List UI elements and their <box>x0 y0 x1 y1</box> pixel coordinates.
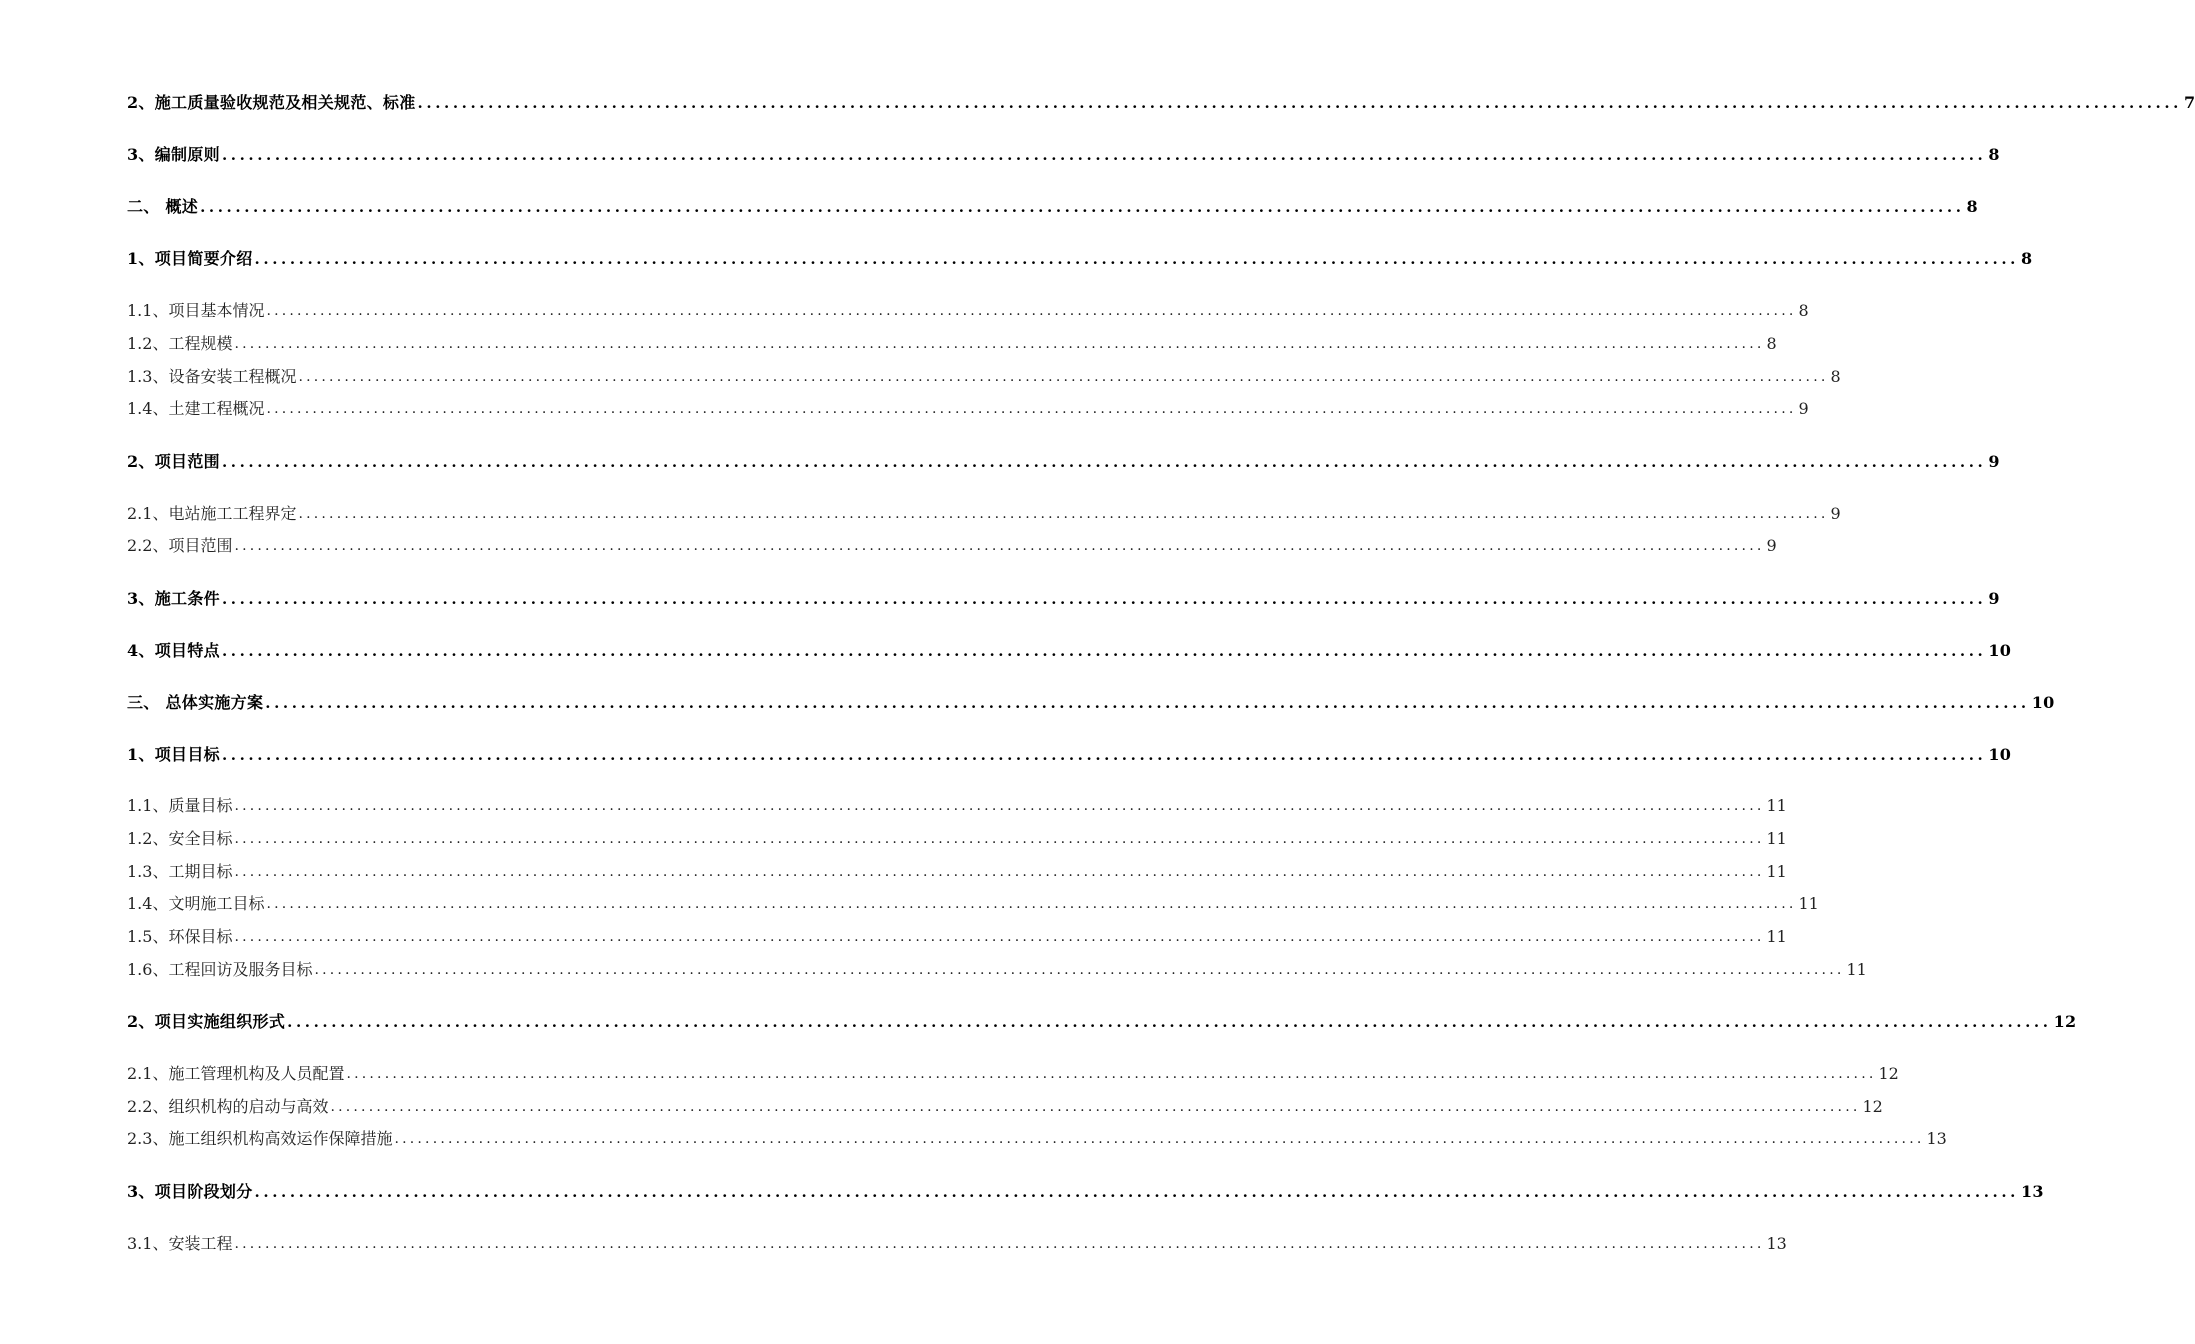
toc-entry[interactable] <box>127 91 2195 115</box>
toc-entry[interactable] <box>127 1062 1899 1086</box>
toc-dot-leader: ........................................................................................................................................................................................................ <box>234 538 1765 554</box>
toc-entry[interactable] <box>127 691 2055 715</box>
toc-entry-title: 1.2、安全目标 <box>127 829 233 848</box>
toc-dot-leader: ........................................................................................................................................................................................................ <box>254 250 2019 268</box>
toc-dot-leader: ........................................................................................................................................................................................................ <box>266 896 1797 912</box>
toc-entry-title: 1.4、文明施工目标 <box>127 894 265 913</box>
toc-entry[interactable] <box>127 195 1978 219</box>
toc-page-number: 13 <box>1766 1234 1787 1253</box>
toc-entry[interactable] <box>127 827 1787 851</box>
toc-dot-leader: ........................................................................................................................................................................................................ <box>221 746 1987 764</box>
toc-dot-leader: ........................................................................................................................................................................................................ <box>346 1066 1877 1082</box>
toc-entry[interactable] <box>127 502 1841 526</box>
toc-page-number: 13 <box>2020 1182 2044 1201</box>
toc-entry[interactable] <box>127 925 1787 949</box>
toc-entry-title: 2.2、组织机构的启动与高效 <box>127 1097 329 1116</box>
toc-page-number: 13 <box>1926 1129 1947 1148</box>
toc-dot-leader: ........................................................................................................................................................................................................ <box>200 198 1965 216</box>
toc-entry[interactable] <box>127 1010 2077 1034</box>
toc-dot-leader: ........................................................................................................................................................................................................ <box>234 864 1765 880</box>
toc-page-number: 8 <box>1988 145 2000 164</box>
toc-dot-leader: ........................................................................................................................................................................................................ <box>265 694 2030 712</box>
toc-entry[interactable] <box>127 332 1777 356</box>
toc-page-number: 9 <box>1830 504 1841 523</box>
toc-entry[interactable] <box>127 587 2000 611</box>
toc-entry[interactable] <box>127 860 1787 884</box>
toc-page-number: 9 <box>1798 399 1809 418</box>
toc-page-number: 8 <box>1798 301 1809 320</box>
toc-entry-title: 1.5、环保目标 <box>127 927 233 946</box>
toc-page-number: 12 <box>1862 1097 1883 1116</box>
toc-dot-leader: ........................................................................................................................................................................................................ <box>266 401 1797 417</box>
toc-page-number: 11 <box>1766 862 1787 881</box>
toc-entry-title: 2.1、施工管理机构及人员配置 <box>127 1064 345 1083</box>
toc-entry-title: 2、施工质量验收规范及相关规范、标准 <box>127 93 416 112</box>
toc-dot-leader: ........................................................................................................................................................................................................ <box>234 929 1765 945</box>
toc-page-number: 11 <box>1798 894 1819 913</box>
toc-dot-leader: ........................................................................................................................................................................................................ <box>314 962 1845 978</box>
toc-page-number: 8 <box>2020 249 2033 268</box>
toc-entry-title: 3、施工条件 <box>127 589 220 608</box>
toc-entry[interactable] <box>127 743 2012 767</box>
toc-page-number: 10 <box>1988 745 2012 764</box>
toc-entry-title: 4、项目特点 <box>127 641 220 660</box>
toc-entry-title: 2.1、电站施工工程界定 <box>127 504 297 523</box>
toc-entry-title: 2、项目范围 <box>127 452 220 471</box>
toc-entry[interactable] <box>127 1180 2044 1204</box>
toc-dot-leader: ........................................................................................................................................................................................................ <box>298 506 1829 522</box>
toc-entry[interactable] <box>127 892 1819 916</box>
toc-entry[interactable] <box>127 365 1841 389</box>
toc-entry-title: 2.2、项目范围 <box>127 536 233 555</box>
toc-page-number: 11 <box>1766 796 1787 815</box>
toc-entry-title: 1.4、土建工程概况 <box>127 399 265 418</box>
toc-entry-title: 1.6、工程回访及服务目标 <box>127 960 313 979</box>
toc-entry[interactable] <box>127 639 2012 663</box>
toc-dot-leader: ........................................................................................................................................................................................................ <box>221 642 1987 660</box>
toc-entry[interactable] <box>127 1095 1883 1119</box>
toc-dot-leader: ........................................................................................................................................................................................................ <box>394 1131 1925 1147</box>
toc-entry[interactable] <box>127 1232 1787 1256</box>
toc-entry-title: 二、 概述 <box>127 197 199 216</box>
toc-page-number: 8 <box>1766 334 1777 353</box>
toc-entry-title: 2、项目实施组织形式 <box>127 1012 286 1031</box>
toc-page-number: 10 <box>2031 693 2055 712</box>
toc-page-number: 8 <box>1830 367 1841 386</box>
toc-dot-leader: ........................................................................................................................................................................................................ <box>234 1236 1765 1252</box>
toc-page-number: 9 <box>1988 589 2000 608</box>
toc-entry[interactable] <box>127 299 1809 323</box>
toc-entry-title: 3、编制原则 <box>127 145 220 164</box>
toc-page-number: 9 <box>1766 536 1777 555</box>
toc-entry[interactable] <box>127 143 2000 167</box>
toc-dot-leader: ........................................................................................................................................................................................................ <box>330 1099 1861 1115</box>
toc-dot-leader: ........................................................................................................................................................................................................ <box>287 1013 2052 1031</box>
toc-dot-leader: ........................................................................................................................................................................................................ <box>221 590 1987 608</box>
toc-entry-title: 1.1、质量目标 <box>127 796 233 815</box>
toc-entry[interactable] <box>127 450 2000 474</box>
toc-entry-title: 1.3、工期目标 <box>127 862 233 881</box>
toc-entry-title: 三、 总体实施方案 <box>127 693 264 712</box>
toc-page-number: 12 <box>2053 1012 2077 1031</box>
toc-entry-title: 2.3、施工组织机构高效运作保障措施 <box>127 1129 393 1148</box>
toc-page-number: 11 <box>1766 829 1787 848</box>
toc-page-number: 7 <box>2183 93 2195 112</box>
toc-entry-title: 3.1、安装工程 <box>127 1234 233 1253</box>
toc-entry-title: 1.3、设备安装工程概况 <box>127 367 297 386</box>
toc-page-number: 11 <box>1766 927 1787 946</box>
toc-entry-title: 1、项目目标 <box>127 745 220 764</box>
toc-entry-title: 1、项目简要介绍 <box>127 249 253 268</box>
toc-entry[interactable] <box>127 1127 1947 1151</box>
toc-entry[interactable] <box>127 397 1809 421</box>
toc-page-number: 8 <box>1966 197 1978 216</box>
toc-dot-leader: ........................................................................................................................................................................................................ <box>221 146 1987 164</box>
toc-page-number: 11 <box>1846 960 1867 979</box>
toc-entry[interactable] <box>127 534 1777 558</box>
toc-dot-leader: ........................................................................................................................................................................................................ <box>234 831 1765 847</box>
toc-entry[interactable] <box>127 247 2033 271</box>
toc-entry-title: 3、项目阶段划分 <box>127 1182 253 1201</box>
toc-page-number: 9 <box>1988 452 2000 471</box>
toc-dot-leader: ........................................................................................................................................................................................................ <box>234 336 1765 352</box>
toc-entry[interactable] <box>127 958 1867 982</box>
toc-entry-title: 1.2、工程规模 <box>127 334 233 353</box>
toc-dot-leader: ........................................................................................................................................................................................................ <box>221 453 1987 471</box>
toc-dot-leader: ........................................................................................................................................................................................................ <box>234 798 1765 814</box>
toc-dot-leader: ........................................................................................................................................................................................................ <box>266 303 1797 319</box>
toc-entry[interactable] <box>127 794 1787 818</box>
toc-page-number: 10 <box>1988 641 2012 660</box>
toc-page-number: 12 <box>1878 1064 1899 1083</box>
toc-dot-leader: ........................................................................................................................................................................................................ <box>298 369 1829 385</box>
toc-dot-leader: ........................................................................................................................................................................................................ <box>417 94 2182 112</box>
toc-dot-leader: ........................................................................................................................................................................................................ <box>254 1183 2019 1201</box>
toc-entry-title: 1.1、项目基本情况 <box>127 301 265 320</box>
